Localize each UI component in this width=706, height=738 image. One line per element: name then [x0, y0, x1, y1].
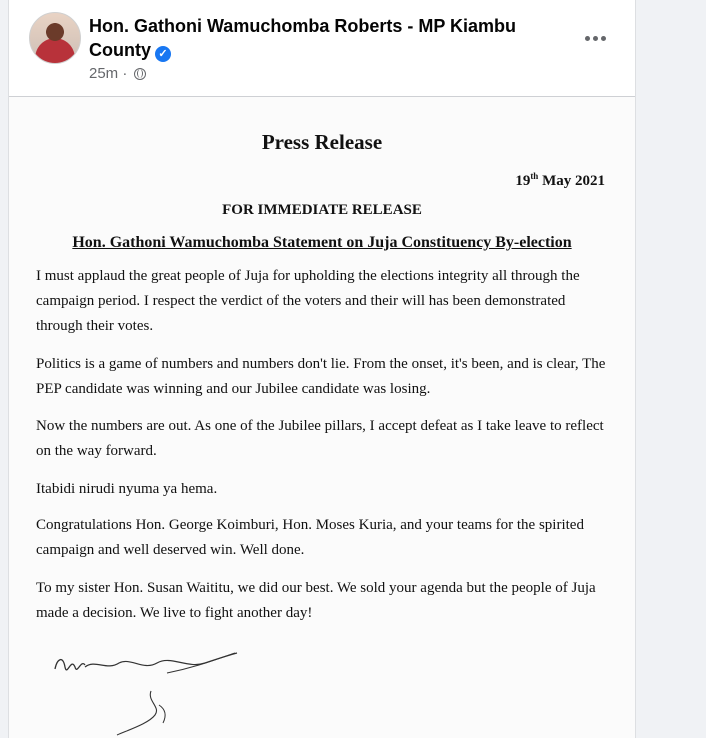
doc-release-label: FOR IMMEDIATE RELEASE [222, 202, 422, 218]
press-release-image[interactable] [9, 97, 635, 738]
globe-icon[interactable] [134, 68, 146, 80]
more-dot [593, 36, 598, 41]
doc-paragraph: Congratulations Hon. George Koimburi, Hon. Moses Kuria, and your teams for the spirited campaign and well deserved win. Well done. [36, 517, 584, 558]
author-name-row [89, 14, 559, 62]
doc-paragraph: To my sister Hon. Susan Waititu, we did our best. We sold your agenda but the people of Juja made a decision. We live to fight another day! [36, 580, 596, 621]
more-dot [601, 36, 606, 41]
verified-badge-icon: ✓ [155, 46, 171, 62]
doc-date-suffix: th [530, 171, 539, 181]
doc-heading: Hon. Gathoni Wamuchomba Statement on Juja Constituency By-election [72, 234, 572, 251]
doc-paragraph: Politics is a game of numbers and numbers don't lie. From the onset, it's been, and is clear, The PEP candidate was winning and our Jubilee candidate was losing. [36, 356, 606, 397]
doc-paragraph: Now the numbers are out. As one of the Jubilee pillars, I accept defeat as I take leave to reflect on the way forward. [36, 418, 604, 459]
doc-paragraph: I must applaud the great people of Juja for upholding the elections integrity all through the campaign period. I respect the verdict of the voters and their will has been demonstrated through their votes. [36, 268, 580, 334]
doc-date-day: 19 [515, 173, 531, 189]
post-time[interactable]: 25m [89, 65, 119, 82]
post-meta [89, 64, 146, 84]
handwritten-signature [47, 645, 247, 738]
author-avatar[interactable] [29, 12, 81, 64]
facebook-post [8, 0, 636, 738]
meta-separator: · [122, 65, 128, 82]
more-options-button[interactable] [577, 24, 613, 52]
doc-date [515, 171, 605, 190]
doc-date-rest: May 2021 [538, 173, 605, 189]
doc-paragraph: Itabidi nirudi nyuma ya hema. [36, 481, 218, 497]
post-header [9, 0, 635, 96]
more-options-icon [585, 36, 590, 41]
author-name[interactable]: Hon. Gathoni Wamuchomba Roberts - MP Kiambu County [89, 16, 517, 60]
doc-title: Press Release [261, 130, 383, 154]
